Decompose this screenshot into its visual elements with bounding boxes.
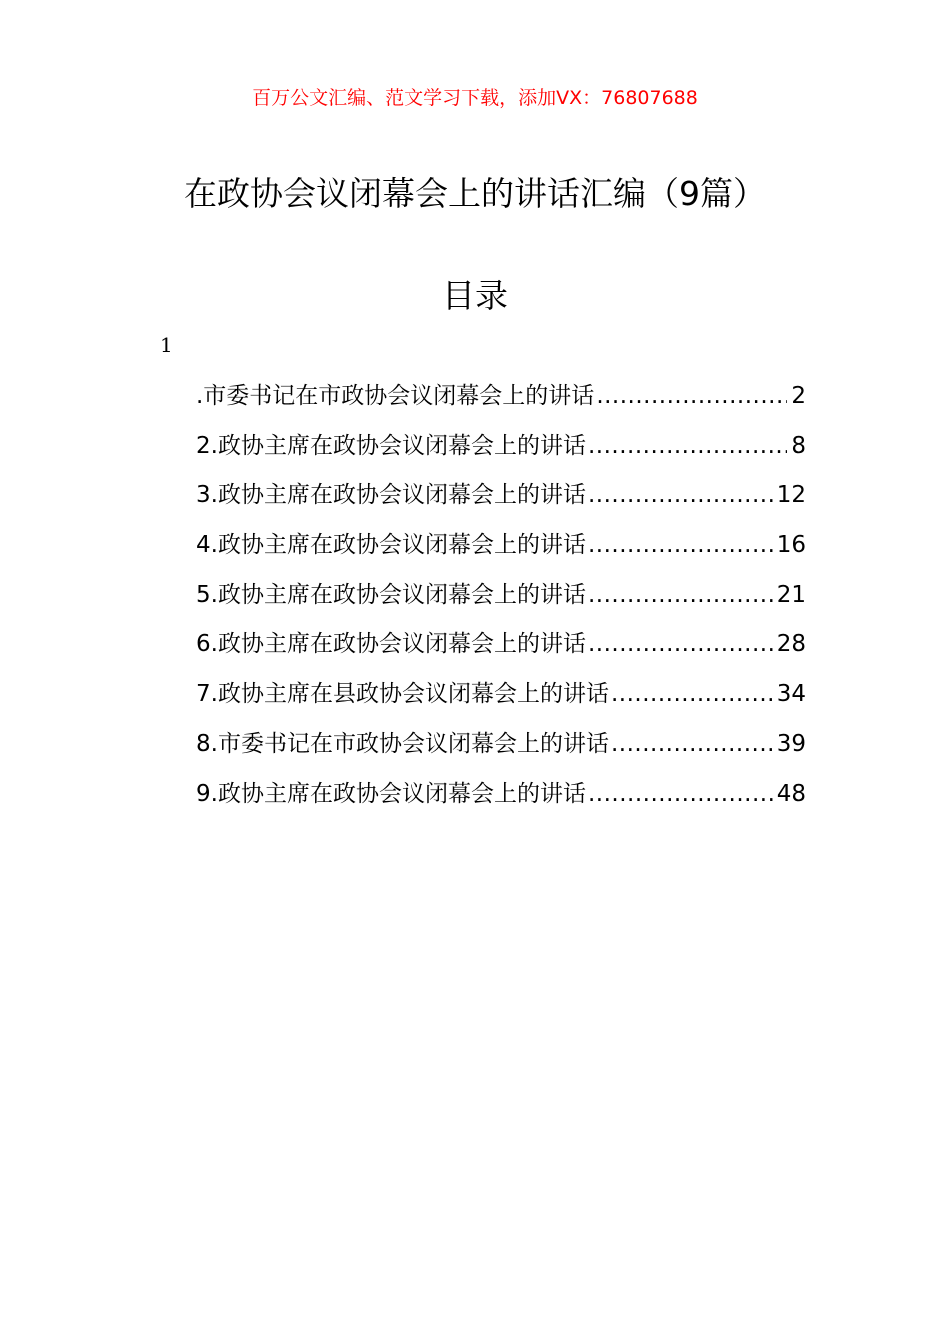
toc-entry-page: 8 (791, 432, 806, 459)
toc-leader-dots (596, 376, 787, 416)
page-marker: 1 (160, 333, 173, 357)
toc-leader-dots (611, 674, 773, 714)
toc-entry-7[interactable] (196, 674, 806, 724)
table-of-contents (196, 376, 806, 823)
toc-entry-page: 28 (776, 631, 806, 658)
toc-entry-8[interactable] (196, 724, 806, 774)
toc-leader-dots (588, 575, 773, 615)
toc-leader-dots (611, 724, 773, 764)
toc-entry-page: 34 (776, 681, 806, 708)
toc-entry-page: 21 (776, 581, 806, 608)
toc-entry-9[interactable] (196, 774, 806, 824)
toc-entry-title: 7.政协主席在县政协会议闭幕会上的讲话 (196, 681, 609, 708)
toc-entry-3[interactable] (196, 475, 806, 525)
toc-entry-title: 6.政协主席在政协会议闭幕会上的讲话 (196, 631, 586, 658)
toc-entry-title: 5.政协主席在政协会议闭幕会上的讲话 (196, 581, 586, 608)
toc-leader-dots (588, 774, 773, 814)
toc-heading: 目录 (442, 276, 508, 315)
toc-entry-page: 39 (776, 730, 806, 757)
toc-leader-dots (588, 525, 773, 565)
toc-entry-2[interactable] (196, 426, 806, 476)
toc-entry-title: 4.政协主席在政协会议闭幕会上的讲话 (196, 532, 586, 559)
toc-leader-dots (588, 475, 773, 515)
document-title: 在政协会议闭幕会上的讲话汇编（9篇） (184, 174, 766, 213)
toc-entry-page: 12 (776, 482, 806, 509)
toc-entry-title: 8.市委书记在市政协会议闭幕会上的讲话 (196, 730, 609, 757)
toc-entry-5[interactable] (196, 575, 806, 625)
header-note: 百万公文汇编、范文学习下载，添加VX：76807688 (252, 87, 698, 109)
toc-entry-title: 9.政协主席在政协会议闭幕会上的讲话 (196, 780, 586, 807)
toc-entry-page: 16 (776, 532, 806, 559)
toc-entry-title: 3.政协主席在政协会议闭幕会上的讲话 (196, 482, 586, 509)
toc-entry-page: 2 (791, 383, 806, 409)
toc-leader-dots (588, 426, 787, 466)
toc-leader-dots (588, 624, 773, 664)
toc-entry-4[interactable] (196, 525, 806, 575)
toc-entry-page: 48 (776, 780, 806, 807)
toc-entry-1[interactable] (196, 376, 806, 426)
toc-entry-title: 2.政协主席在政协会议闭幕会上的讲话 (196, 432, 586, 459)
toc-entry-title: .市委书记在市政协会议闭幕会上的讲话 (196, 383, 595, 409)
toc-entry-6[interactable] (196, 624, 806, 674)
